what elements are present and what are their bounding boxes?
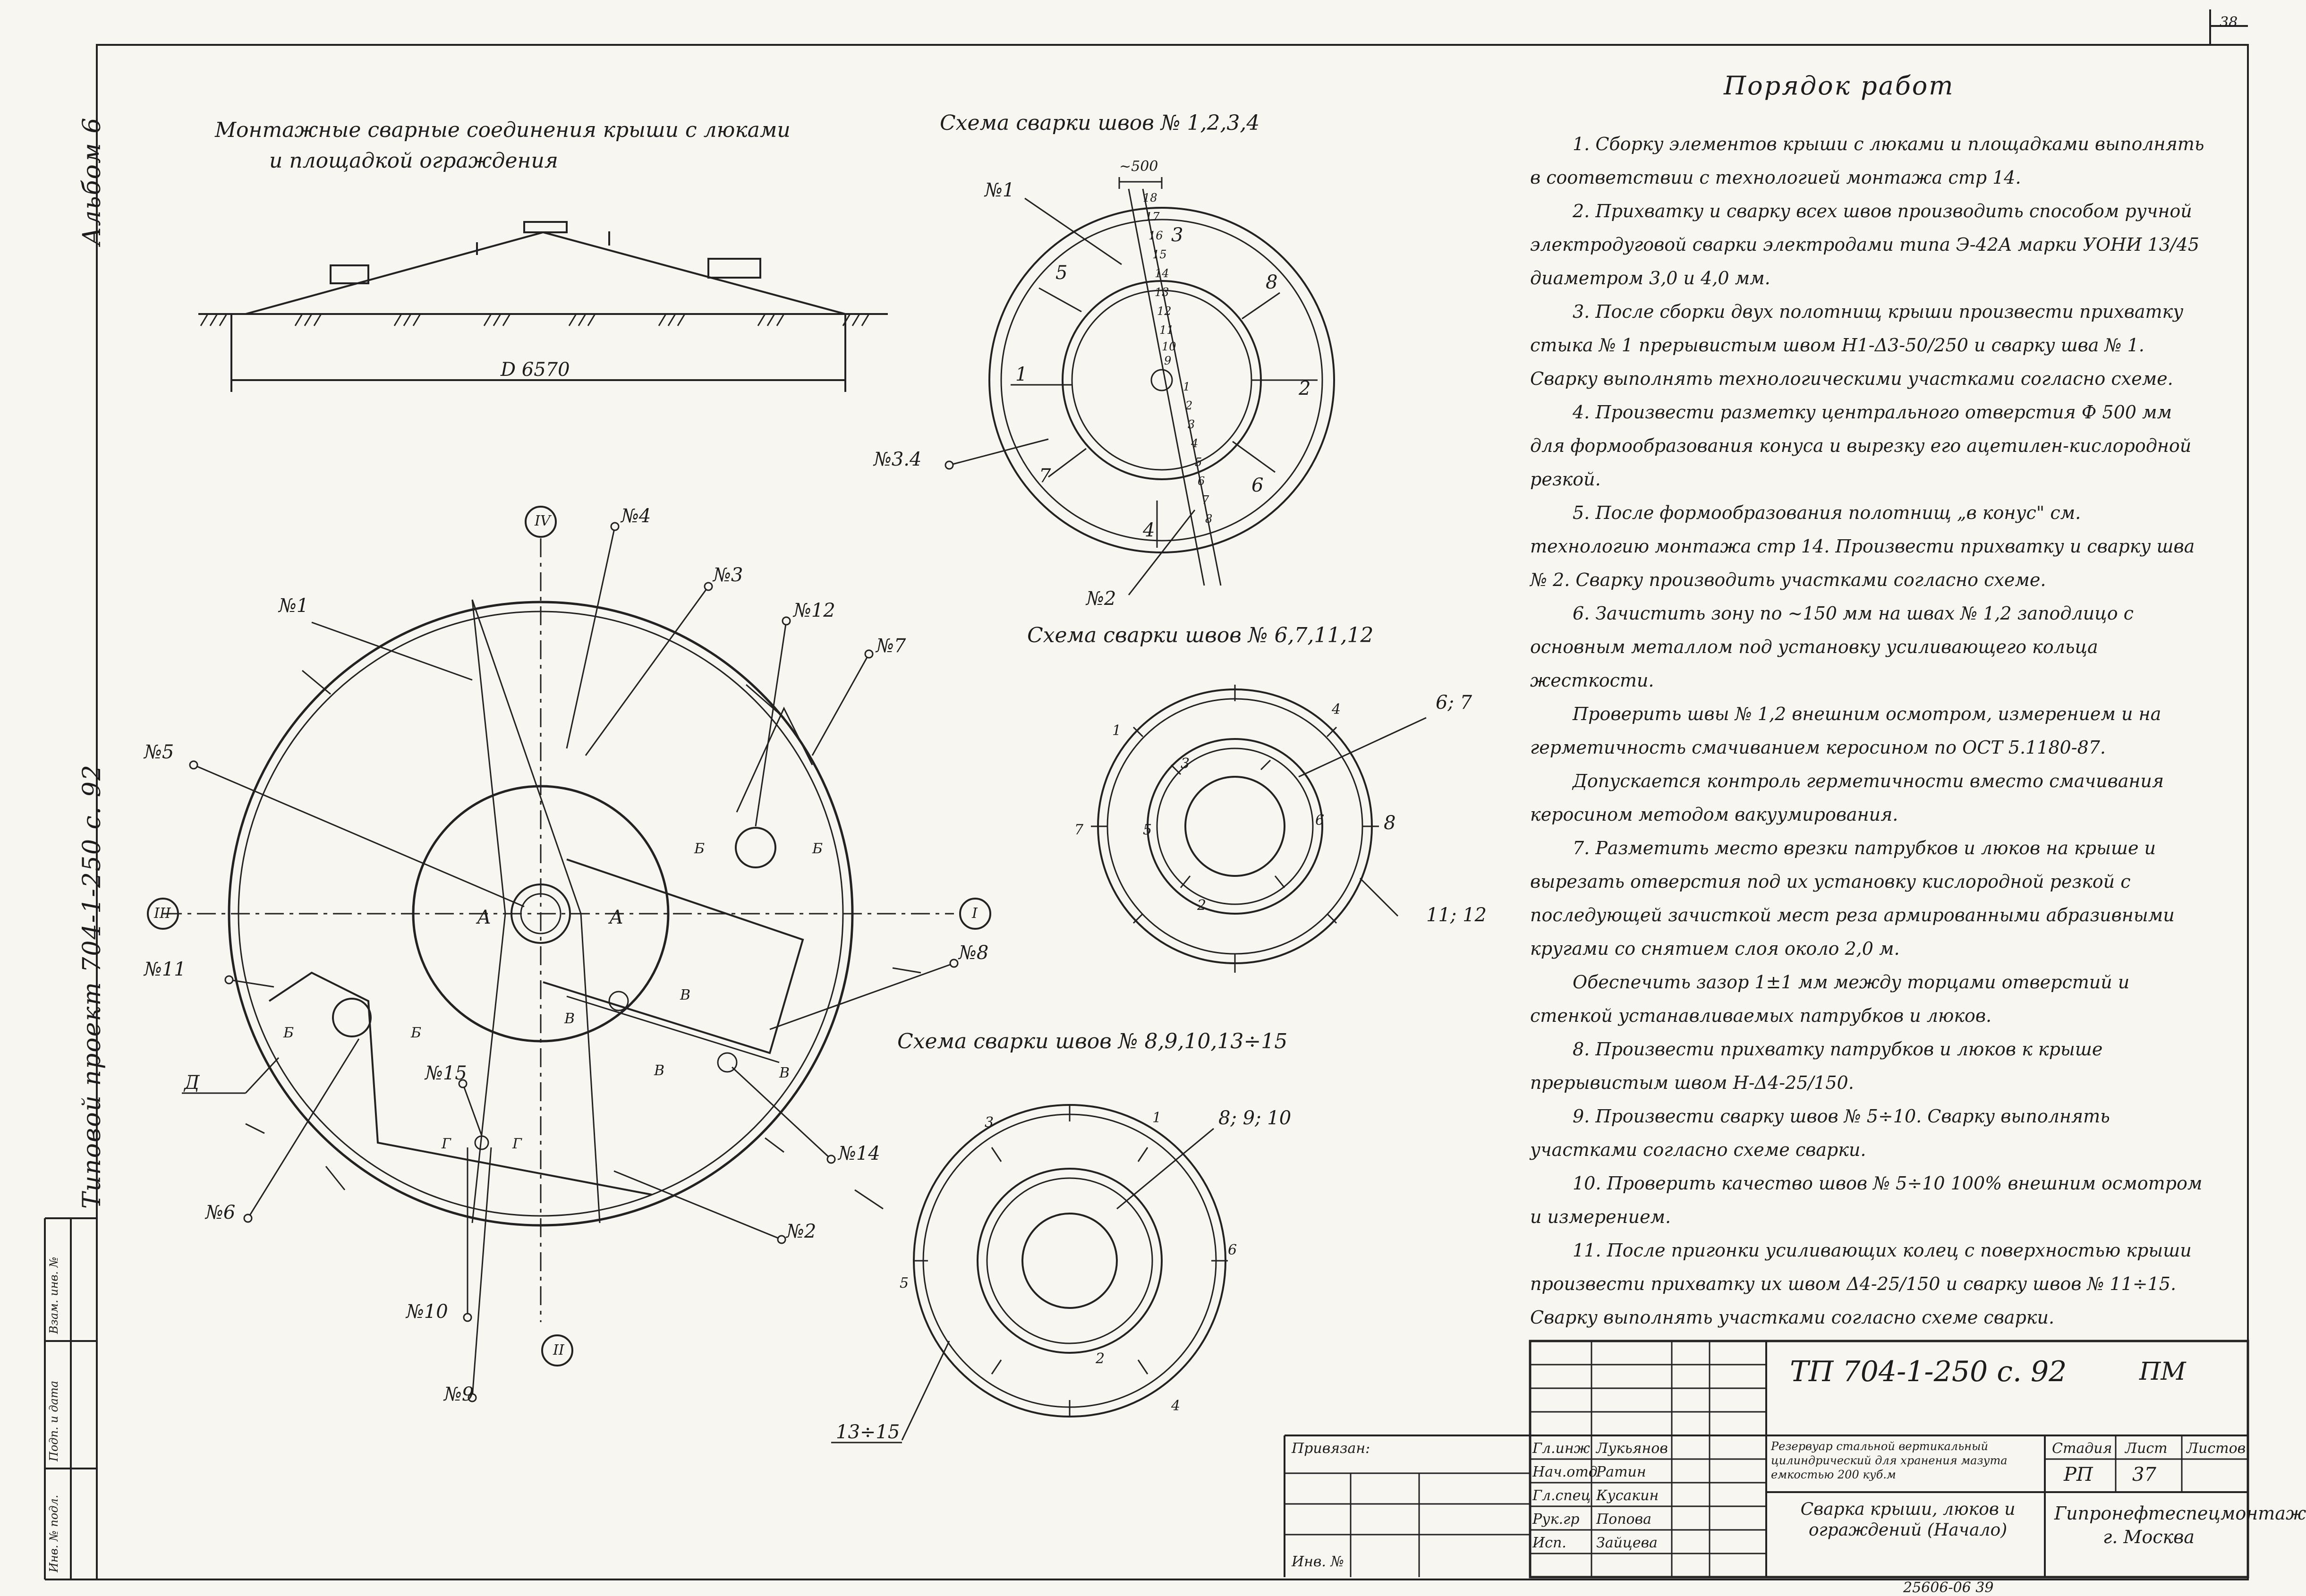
seam-mark-13: 13 (1155, 286, 1169, 299)
name-1: Лукьянов (1596, 1440, 1668, 1457)
role-2: Нач.отд (1532, 1464, 1598, 1480)
scheme-1-sector-2: 2 (1299, 378, 1311, 399)
section-b-4: Б (411, 1025, 422, 1041)
seam-mark-14: 14 (1155, 267, 1169, 280)
scheme-1-sector-1: 1 (1015, 364, 1028, 385)
role-4: Рук.гр (1532, 1511, 1580, 1528)
axis-i: I (972, 905, 978, 922)
section-b-3: Б (283, 1025, 294, 1041)
note-5: 5. После формообразования полотнищ „в конус" см. технологию монтажа стр 14. Произвести прихватку и сварку шва № 2. Сварку производить участками согласно схеме. (1530, 502, 2195, 590)
name-2: Ратин (1596, 1464, 1646, 1480)
seam-mark-3: 3 (1188, 418, 1195, 431)
seam-mark-16: 16 (1149, 229, 1163, 242)
roof-diameter: D 6570 (501, 359, 570, 381)
seam-mark-4: 4 (1191, 437, 1199, 450)
scheme-3-label-4: 4 (1171, 1398, 1181, 1414)
scheme-1-title: Схема сварки швов № 1,2,3,4 (940, 111, 1260, 135)
sheet-value: 37 (2132, 1464, 2156, 1486)
notes-list (1530, 127, 2205, 1334)
weld-scheme-3-drawing (831, 1105, 1228, 1443)
scheme-3-label-6: 6 (1228, 1242, 1237, 1258)
scheme-3-label-1315: 13÷15 (836, 1421, 900, 1443)
note-4: 4. Произвести разметку центрального отверстия Ф 500 мм для формообразования конуса и вырезку его ацетилен-кислородной резкой. (1530, 402, 2192, 490)
organization: Гипронефтеспецмонтаж г. Москва (2054, 1503, 2306, 1547)
side-stamp-2: Подп. и дата (47, 1381, 60, 1461)
callout-11: №11 (144, 959, 186, 980)
callout-15: №15 (425, 1062, 467, 1084)
scheme-2-label-1: 1 (1112, 722, 1122, 739)
sheet-header: Лист (2125, 1440, 2168, 1457)
object-desc: Резервуар стальной вертикальный цилиндрический для хранения мазута емкостью 200 куб.м (1771, 1440, 2008, 1481)
scheme-2-label-1112: 11; 12 (1426, 904, 1487, 926)
section-a-left: А (477, 907, 492, 928)
section-b-1: Б (694, 840, 705, 857)
seam-mark-5: 5 (1195, 456, 1202, 469)
seam-mark-8: 8 (1205, 512, 1213, 526)
note-10: 10. Проверить качество швов № 5÷10 100% внешним осмотром и измерением. (1530, 1173, 2203, 1227)
doc-code: ТП 704-1-250 с. 92 (1790, 1355, 2067, 1388)
inv-label: Инв. № (1292, 1554, 1344, 1570)
scheme-3-title: Схема сварки швов № 8,9,10,13÷15 (897, 1029, 1288, 1053)
scheme-1-sector-7: 7 (1039, 465, 1051, 487)
callout-1: №1 (279, 595, 309, 617)
note-7a: Обеспечить зазор 1±1 мм между торцами отверстий и стенкой устанавливаемых патрубков и люков. (1530, 972, 2130, 1026)
scheme-2-label-3: 3 (1181, 756, 1190, 772)
scheme-2-label-2: 2 (1197, 897, 1207, 914)
scheme-3-label-2: 2 (1096, 1350, 1105, 1367)
roof-section-title-1: Монтажные сварные соединения крыши с люками (215, 118, 791, 142)
name-3: Кусакин (1596, 1487, 1659, 1504)
callout-5: №5 (144, 741, 174, 763)
callout-2: №2 (786, 1221, 817, 1242)
callout-8: №8 (959, 942, 989, 964)
weld-scheme-2-drawing (1091, 685, 1426, 973)
roof-plan-drawing (148, 507, 990, 1401)
bottom-number: 25606-06 39 (1903, 1579, 1994, 1596)
sheets-header: Листов (2187, 1440, 2246, 1457)
scheme-2-label-5: 5 (1143, 822, 1152, 838)
section-d: Д (184, 1072, 200, 1094)
section-v-3: В (654, 1062, 665, 1079)
seam-mark-15: 15 (1152, 248, 1167, 261)
seam-mark-7: 7 (1202, 493, 1209, 507)
weld-scheme-1-drawing (945, 177, 1334, 595)
privyazan-label: Привязан: (1292, 1440, 1370, 1457)
note-11: 11. После пригонки усиливающих колец с поверхностью крыши произвести прихватку их швом Δ4-25/150 и сварку швов № 11÷15. Сварку выполнять участками согласно схеме сварки. (1530, 1240, 2192, 1328)
notes-title: Порядок работ (1724, 71, 1955, 101)
page-number: 38 (2220, 14, 2238, 31)
album-label: Альбом 6 (78, 117, 106, 246)
seam-mark-12: 12 (1157, 305, 1172, 318)
side-stamp-3: Взам. инв. № (47, 1256, 60, 1334)
axis-ii: II (553, 1342, 564, 1358)
stage-header: Стадия (2052, 1440, 2112, 1457)
seam-mark-10: 10 (1162, 340, 1176, 353)
scheme-1-sector-3: 3 (1171, 224, 1183, 246)
seam-mark-9: 9 (1164, 354, 1172, 367)
scheme-1-sector-4: 4 (1143, 519, 1155, 541)
scheme-2-label-67: 6; 7 (1436, 692, 1472, 713)
callout-3: №3 (713, 564, 743, 586)
callout-14: №14 (838, 1143, 880, 1164)
section-b-2: Б (812, 840, 823, 857)
callout-6: №6 (205, 1202, 236, 1223)
seam-mark-17: 17 (1145, 210, 1160, 223)
doc-mark: ПМ (2139, 1358, 2186, 1386)
callout-4: №4 (621, 505, 651, 527)
seam-mark-18: 18 (1143, 191, 1157, 204)
axis-iv: IV (535, 513, 551, 529)
scheme-2-label-6: 6 (1315, 812, 1325, 829)
note-2: 2. Прихватку и сварку всех швов производить способом ручной электродуговой сварки электродами типа Э-42А марки УОНИ 13/45 диаметром 3,0 и 4,0 мм. (1530, 201, 2200, 289)
seam-mark-1: 1 (1183, 380, 1191, 393)
stage-value: РП (2064, 1464, 2093, 1486)
note-6: 6. Зачистить зону по ~150 мм на швах № 1,2 заподлицо с основным металлом под установку усиливающего кольца жесткости. (1530, 603, 2134, 691)
role-5: Исп. (1532, 1535, 1566, 1551)
scheme-2-label-7: 7 (1074, 822, 1084, 838)
callout-12: №12 (793, 600, 835, 621)
scheme-1-sector-5: 5 (1055, 262, 1068, 284)
role-3: Гл.спец (1532, 1487, 1591, 1504)
scheme-2-label-4: 4 (1332, 701, 1341, 718)
callout-7: №7 (876, 635, 906, 657)
scheme-3-label-5: 5 (900, 1275, 909, 1291)
scheme-1-label-2: №2 (1086, 588, 1116, 610)
seam-mark-2: 2 (1185, 399, 1193, 412)
roof-section-title-2: и площадкой ограждения (269, 149, 558, 173)
note-1: 1. Сборку элементов крыши с люками и площадками выполнять в соответствии с технологией монтажа стр 14. (1530, 134, 2204, 188)
name-5: Зайцева (1596, 1535, 1658, 1551)
note-3: 3. После сборки двух полотнищ крыши произвести прихватку стыка № 1 прерывистым швом Н1-Δ3-50/250 и сварку шва № 1. Сварку выполнять технологическими участками согласно схеме. (1530, 301, 2184, 389)
note-9: 9. Произвести сварку швов № 5÷10. Сварку выполнять участками согласно схеме сварки. (1530, 1106, 2110, 1160)
seam-mark-6: 6 (1198, 475, 1205, 488)
scheme-3-label-3: 3 (985, 1114, 994, 1131)
axis-iii: III (154, 905, 171, 922)
scheme-1-label-34: №3.4 (874, 449, 922, 470)
note-8: 8. Произвести прихватку патрубков и люков к крыше прерывистым швом Н-Δ4-25/150. (1530, 1039, 2103, 1093)
name-4: Попова (1596, 1511, 1651, 1528)
section-g-2: Г (512, 1136, 522, 1152)
scheme-2-label-8: 8 (1384, 812, 1396, 834)
section-v-1: В (564, 1010, 575, 1027)
seam-mark-11: 11 (1159, 323, 1174, 337)
scheme-3-label-1: 1 (1152, 1110, 1162, 1126)
section-g-1: Г (442, 1136, 451, 1152)
scheme-1-sector-8: 8 (1266, 272, 1278, 293)
scheme-3-label-8910: 8; 9; 10 (1218, 1107, 1292, 1129)
note-7: 7. Разметить место врезки патрубков и люков на крыше и вырезать отверстия под их установку кислородной резкой с последующей зачисткой мест реза армированными абразивными кругами со снятием слоя около 2,0 м. (1530, 838, 2175, 959)
scheme-1-dim: ~500 (1119, 158, 1158, 175)
note-6b: Допускается контроль герметичности вместо смачивания керосином методом вакуумирования. (1530, 771, 2164, 825)
scheme-1-sector-6: 6 (1251, 475, 1264, 496)
callout-9: №9 (444, 1384, 474, 1405)
section-v-4: В (779, 1065, 790, 1081)
role-1: Гл.инж (1532, 1440, 1590, 1457)
scheme-2-title: Схема сварки швов № 6,7,11,12 (1027, 623, 1374, 647)
note-6a: Проверить швы № 1,2 внешним осмотром, измерением и на герметичность смачиванием керосином по ОСТ 5.1180-87. (1530, 704, 2161, 758)
callout-10: №10 (406, 1301, 448, 1323)
side-stamp-1: Инв. № подл. (47, 1494, 60, 1572)
section-a-right: А (609, 907, 624, 928)
sheet-title: Сварка крыши, люков и ограждений (Начало) (1800, 1500, 2016, 1540)
project-label: Типовой проект 704-1-250 с. 92 (78, 764, 106, 1209)
section-v-2: В (680, 987, 691, 1003)
scheme-1-label-1: №1 (985, 179, 1015, 201)
